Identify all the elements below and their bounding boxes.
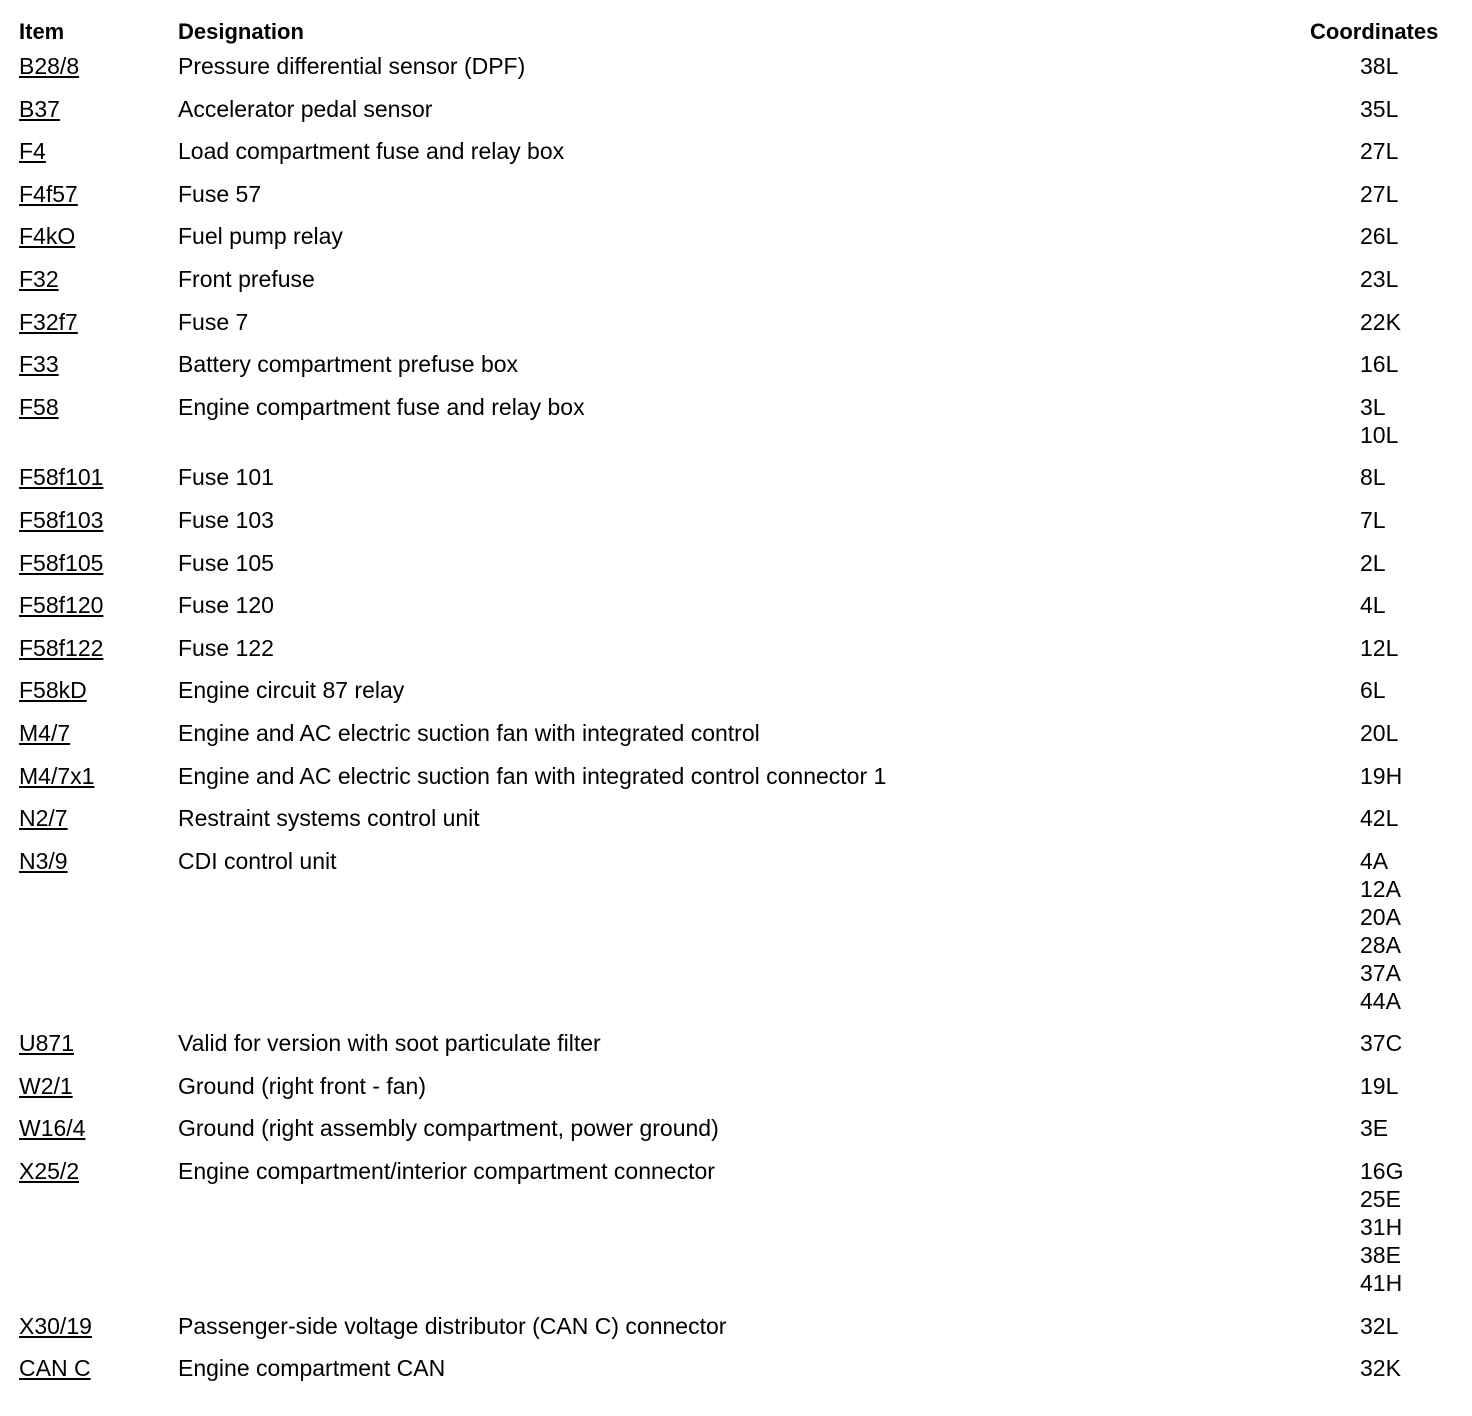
item-link[interactable]: B37 xyxy=(19,95,60,122)
item-link[interactable]: F32f7 xyxy=(19,308,78,335)
designation-cell: Engine and AC electric suction fan with integrated control xyxy=(178,719,760,746)
item-link[interactable]: W2/1 xyxy=(19,1072,73,1099)
coordinate-value: 32K xyxy=(1360,1355,1401,1382)
coordinate-value: 38L xyxy=(1360,53,1399,79)
item-cell xyxy=(0,393,178,464)
coordinates-cell xyxy=(1310,1312,1472,1355)
item-link[interactable]: F58f101 xyxy=(19,464,104,491)
coordinate-value: 28A xyxy=(1360,931,1401,958)
item-cell xyxy=(0,1354,178,1397)
item-cell xyxy=(0,762,178,805)
designation-cell: Fuse 101 xyxy=(178,464,274,491)
designation-cell: Load compartment fuse and relay box xyxy=(178,138,565,165)
item-link[interactable]: F4kO xyxy=(19,223,76,250)
coordinates-cell xyxy=(1310,308,1472,351)
item-link[interactable]: F58f105 xyxy=(19,549,104,576)
table-row xyxy=(0,52,1472,95)
item-link[interactable]: F58kD xyxy=(19,677,87,704)
coordinates-cell xyxy=(1310,52,1472,95)
item-link[interactable]: X25/2 xyxy=(19,1158,80,1185)
coordinates-cell xyxy=(1310,506,1472,549)
item-cell xyxy=(0,222,178,265)
coordinate-value: 23L xyxy=(1360,265,1399,292)
coordinates-cell xyxy=(1310,1114,1472,1157)
coordinates-cell xyxy=(1310,350,1472,393)
coordinate-value: 38E xyxy=(1360,1242,1401,1269)
column-header-designation: Designation xyxy=(178,19,304,44)
item-cell xyxy=(0,308,178,351)
designation-cell: Restraint systems control unit xyxy=(178,805,480,832)
table-row xyxy=(0,1072,1472,1115)
designation-cell: Fuse 57 xyxy=(178,180,262,207)
table-row xyxy=(0,350,1472,393)
table-row xyxy=(0,1312,1472,1355)
coordinate-value: 44A xyxy=(1360,987,1401,1014)
coordinates-cell xyxy=(1310,463,1472,506)
coordinates-cell xyxy=(1310,180,1472,223)
coordinate-value: 41H xyxy=(1360,1270,1403,1297)
table-row xyxy=(0,762,1472,805)
table-row xyxy=(0,634,1472,677)
item-cell xyxy=(0,463,178,506)
coordinate-value: 37A xyxy=(1360,959,1401,986)
table-row xyxy=(0,1114,1472,1157)
item-link[interactable]: M4/7 xyxy=(19,719,71,746)
table-body xyxy=(0,52,1472,1397)
coordinate-value: 6L xyxy=(1360,677,1386,704)
designation-cell: Engine compartment CAN xyxy=(178,1355,446,1382)
item-cell xyxy=(0,137,178,180)
coordinates-cell xyxy=(1310,1072,1472,1115)
coordinates-cell xyxy=(1310,549,1472,592)
item-link[interactable]: F32 xyxy=(19,265,59,292)
item-link[interactable]: F33 xyxy=(19,351,59,378)
coordinate-value: 42L xyxy=(1360,805,1399,832)
coordinate-value: 27L xyxy=(1360,180,1399,207)
coordinate-value: 20L xyxy=(1360,719,1399,746)
designation-cell: Ground (right assembly compartment, power ground) xyxy=(178,1115,719,1142)
coordinate-value: 4L xyxy=(1360,592,1386,619)
table-row xyxy=(0,847,1472,1030)
item-cell xyxy=(0,847,178,1030)
coordinates-cell xyxy=(1310,762,1472,805)
coordinate-value: 35L xyxy=(1360,95,1399,122)
item-link[interactable]: M4/7x1 xyxy=(19,762,95,789)
coordinates-cell xyxy=(1310,393,1472,464)
item-cell xyxy=(0,1157,178,1312)
coordinate-value: 3E xyxy=(1360,1115,1389,1142)
item-cell xyxy=(0,676,178,719)
designation-cell: Fuse 120 xyxy=(178,592,274,619)
table-header xyxy=(0,12,1472,52)
coordinates-cell xyxy=(1310,804,1472,847)
item-cell xyxy=(0,1072,178,1115)
table-row xyxy=(0,95,1472,138)
table-row xyxy=(0,549,1472,592)
coordinate-value: 3L xyxy=(1360,393,1386,420)
item-cell xyxy=(0,1029,178,1072)
coordinates-cell xyxy=(1310,222,1472,265)
coordinate-value: 19L xyxy=(1360,1072,1399,1099)
table-row xyxy=(0,265,1472,308)
coordinate-value: 12L xyxy=(1360,634,1399,661)
designation-cell: Pressure differential sensor (DPF) xyxy=(178,53,526,79)
coordinate-value: 27L xyxy=(1360,138,1399,165)
coordinate-value: 19H xyxy=(1360,762,1403,789)
designation-cell: Battery compartment prefuse box xyxy=(178,351,519,378)
coordinate-value: 20A xyxy=(1360,903,1401,930)
coordinate-value: 25E xyxy=(1360,1186,1401,1213)
coordinates-cell xyxy=(1310,634,1472,677)
coordinate-value: 7L xyxy=(1360,506,1386,533)
designation-cell: Fuel pump relay xyxy=(178,223,343,250)
item-link[interactable]: N2/7 xyxy=(19,805,68,832)
designation-cell: Engine and AC electric suction fan with integrated control connector 1 xyxy=(178,762,887,789)
item-link[interactable]: W16/4 xyxy=(19,1115,86,1142)
designation-cell: Engine circuit 87 relay xyxy=(178,677,405,704)
item-cell xyxy=(0,265,178,308)
designation-cell: Fuse 7 xyxy=(178,308,249,335)
coordinate-value: 2L xyxy=(1360,549,1386,576)
table-row xyxy=(0,393,1472,464)
coordinate-value: 10L xyxy=(1360,421,1399,448)
table-row xyxy=(0,1354,1472,1397)
item-cell xyxy=(0,95,178,138)
item-cell xyxy=(0,719,178,762)
coordinates-cell xyxy=(1310,95,1472,138)
table-row xyxy=(0,591,1472,634)
item-cell xyxy=(0,506,178,549)
item-link[interactable]: X30/19 xyxy=(19,1312,92,1339)
item-link[interactable]: F4f57 xyxy=(19,180,78,207)
designation-cell: Engine compartment/interior compartment connector xyxy=(178,1158,715,1185)
item-link[interactable]: F58f120 xyxy=(19,592,104,619)
coordinates-cell xyxy=(1310,1354,1472,1397)
designation-cell: Passenger-side voltage distributor (CAN C) connector xyxy=(178,1312,727,1339)
coordinate-value: 16L xyxy=(1360,351,1399,378)
item-cell xyxy=(0,52,178,95)
designation-cell: Engine compartment fuse and relay box xyxy=(178,393,585,420)
table-row xyxy=(0,180,1472,223)
coordinates-cell xyxy=(1310,137,1472,180)
coordinates-cell xyxy=(1310,591,1472,634)
item-cell xyxy=(0,1114,178,1157)
item-link[interactable]: F58f103 xyxy=(19,506,104,533)
designation-cell: Fuse 105 xyxy=(178,549,274,576)
item-link[interactable]: F58 xyxy=(19,393,59,420)
item-link[interactable]: CAN C xyxy=(19,1355,91,1382)
coordinates-cell xyxy=(1310,847,1472,1030)
table-row xyxy=(0,222,1472,265)
column-header-item: Item xyxy=(19,19,65,44)
table-row xyxy=(0,1157,1472,1312)
item-cell xyxy=(0,1312,178,1355)
item-cell xyxy=(0,591,178,634)
coordinate-value: 31H xyxy=(1360,1214,1403,1241)
table-row xyxy=(0,1029,1472,1072)
item-cell xyxy=(0,634,178,677)
coordinate-value: 37C xyxy=(1360,1030,1403,1057)
designation-cell: Valid for version with soot particulate filter xyxy=(178,1030,601,1057)
item-cell xyxy=(0,180,178,223)
legend-table xyxy=(0,12,1472,1397)
table-row xyxy=(0,506,1472,549)
item-link[interactable]: F4 xyxy=(19,138,46,165)
coordinates-cell xyxy=(1310,719,1472,762)
designation-cell: CDI control unit xyxy=(178,847,337,874)
table-row xyxy=(0,137,1472,180)
coordinate-value: 32L xyxy=(1360,1312,1399,1339)
coordinate-value: 4A xyxy=(1360,847,1389,874)
table-row xyxy=(0,676,1472,719)
item-link[interactable]: U871 xyxy=(19,1030,74,1057)
header-row xyxy=(0,12,1472,52)
coordinates-cell xyxy=(1310,1157,1472,1312)
coordinate-value: 16G xyxy=(1360,1158,1404,1185)
item-cell xyxy=(0,549,178,592)
table-row xyxy=(0,804,1472,847)
item-link[interactable]: N3/9 xyxy=(19,847,68,874)
coordinate-value: 8L xyxy=(1360,464,1386,491)
table-row xyxy=(0,463,1472,506)
coordinates-cell xyxy=(1310,676,1472,719)
coordinates-cell xyxy=(1310,1029,1472,1072)
coordinates-cell xyxy=(1310,265,1472,308)
designation-cell: Fuse 103 xyxy=(178,506,274,533)
item-cell xyxy=(0,350,178,393)
designation-cell: Ground (right front - fan) xyxy=(178,1072,426,1099)
designation-cell: Front prefuse xyxy=(178,265,315,292)
item-cell xyxy=(0,804,178,847)
table-row xyxy=(0,719,1472,762)
designation-cell: Accelerator pedal sensor xyxy=(178,95,433,122)
table-row xyxy=(0,308,1472,351)
coordinate-value: 22K xyxy=(1360,308,1401,335)
item-link[interactable]: F58f122 xyxy=(19,634,104,661)
item-link[interactable]: B28/8 xyxy=(19,53,80,79)
coordinate-value: 26L xyxy=(1360,223,1399,250)
column-header-coordinates: Coordinates xyxy=(1310,19,1439,44)
coordinate-value: 12A xyxy=(1360,875,1401,902)
designation-cell: Fuse 122 xyxy=(178,634,274,661)
